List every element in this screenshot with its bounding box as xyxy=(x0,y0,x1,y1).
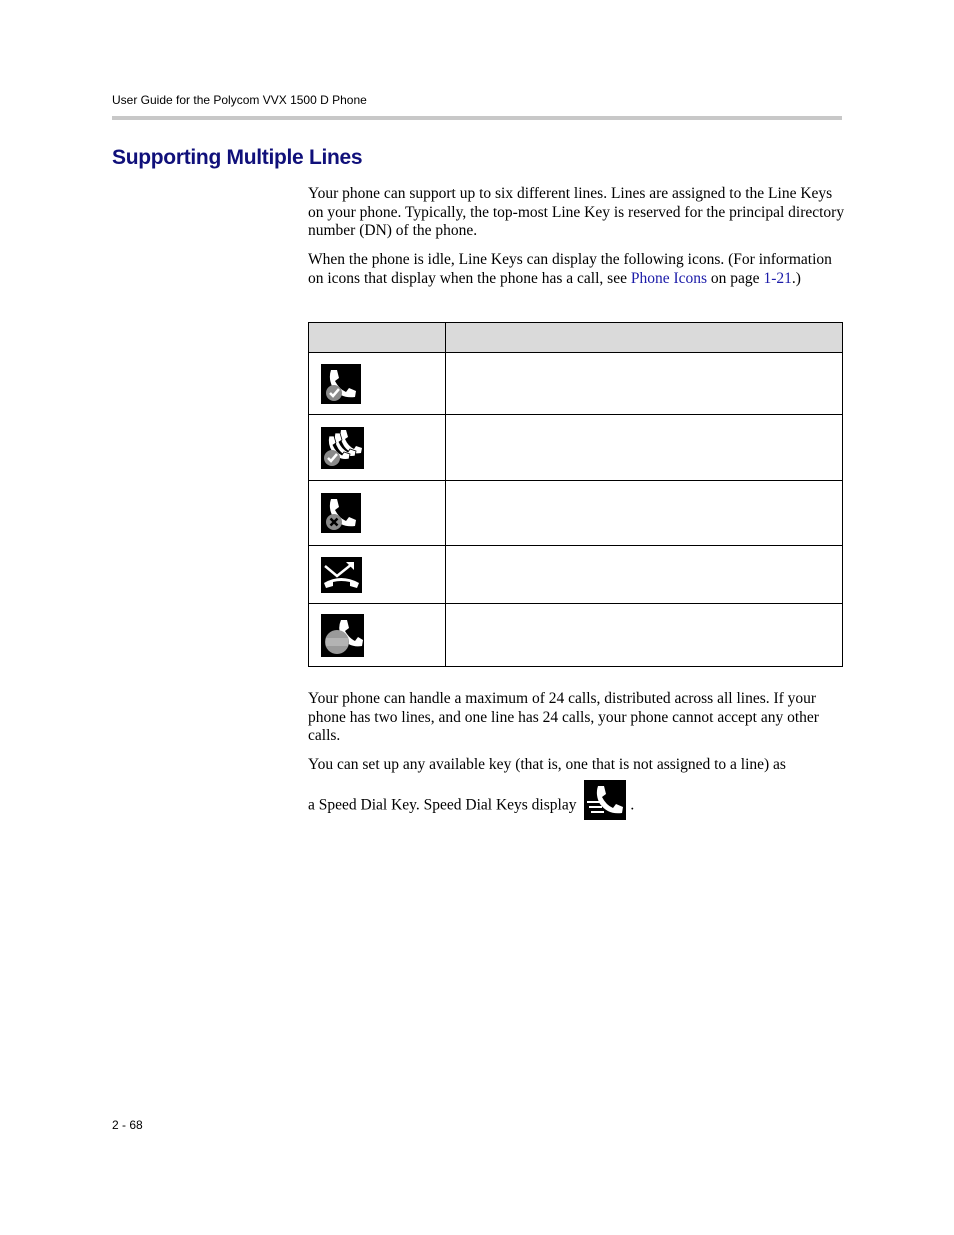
icon-cell xyxy=(309,604,446,667)
table-row xyxy=(309,481,843,546)
paragraph-idle-icons xyxy=(308,251,848,288)
icon-cell xyxy=(309,415,446,481)
table-row xyxy=(309,546,843,604)
section-title: Supporting Multiple Lines xyxy=(112,146,363,169)
line-key-icons-table xyxy=(308,322,843,667)
paragraph-text: . xyxy=(630,796,635,814)
calls-paragraph xyxy=(308,690,848,746)
description-cell xyxy=(446,481,843,546)
header-rule xyxy=(112,116,842,120)
description-cell xyxy=(446,604,843,667)
description-cell xyxy=(446,546,843,604)
intro-paragraph xyxy=(308,185,848,241)
do-not-disturb-icon xyxy=(321,614,364,657)
line-registered-icon xyxy=(321,364,361,404)
paragraph-speed-dial-line1: You can set up any available key (that is, one that is not assigned to a line) as xyxy=(308,756,786,773)
speed-dial-icon xyxy=(584,780,626,820)
page-number: 2 - 68 xyxy=(112,1118,143,1132)
table-row xyxy=(309,415,843,481)
paragraph-text: on page xyxy=(707,269,764,287)
call-forward-icon xyxy=(321,557,362,593)
page-ref-link[interactable]: 1-21 xyxy=(763,269,792,287)
paragraph-speed-dial-line2 xyxy=(308,792,848,820)
running-header: User Guide for the Polycom VVX 1500 D Phone xyxy=(112,93,367,107)
line-unregistered-icon xyxy=(321,493,361,533)
speed-dial-paragraph xyxy=(308,756,848,820)
shared-line-registered-icon xyxy=(321,427,364,469)
paragraph-text: When the phone is idle, Line Keys can display the following icons. (For information on icons that display when the phone has a call, see xyxy=(308,251,832,287)
paragraph-text: .) xyxy=(791,269,801,287)
icons-paragraph xyxy=(308,251,848,288)
icon-cell xyxy=(309,546,446,604)
table-row xyxy=(309,353,843,415)
table-header-cell xyxy=(309,323,446,353)
table-row xyxy=(309,604,843,667)
description-cell xyxy=(446,415,843,481)
icon-cell xyxy=(309,353,446,415)
paragraph-text: a Speed Dial Key. Speed Dial Keys display xyxy=(308,796,577,814)
icon-cell xyxy=(309,481,446,546)
table-header-row xyxy=(309,323,843,353)
paragraph-max-calls: Your phone can handle a maximum of 24 calls, distributed across all lines. If your phone has two lines, and one line has 24 calls, your phone cannot accept any other calls. xyxy=(308,690,819,744)
paragraph-lines-support: Your phone can support up to six different lines. Lines are assigned to the Line Keys on your phone. Typically, the top-most Line Key is reserved for the principal directory number (DN) of the phone. xyxy=(308,185,845,239)
phone-icons-link[interactable]: Phone Icons xyxy=(630,269,708,287)
description-cell xyxy=(446,353,843,415)
table-header-cell xyxy=(446,323,843,353)
